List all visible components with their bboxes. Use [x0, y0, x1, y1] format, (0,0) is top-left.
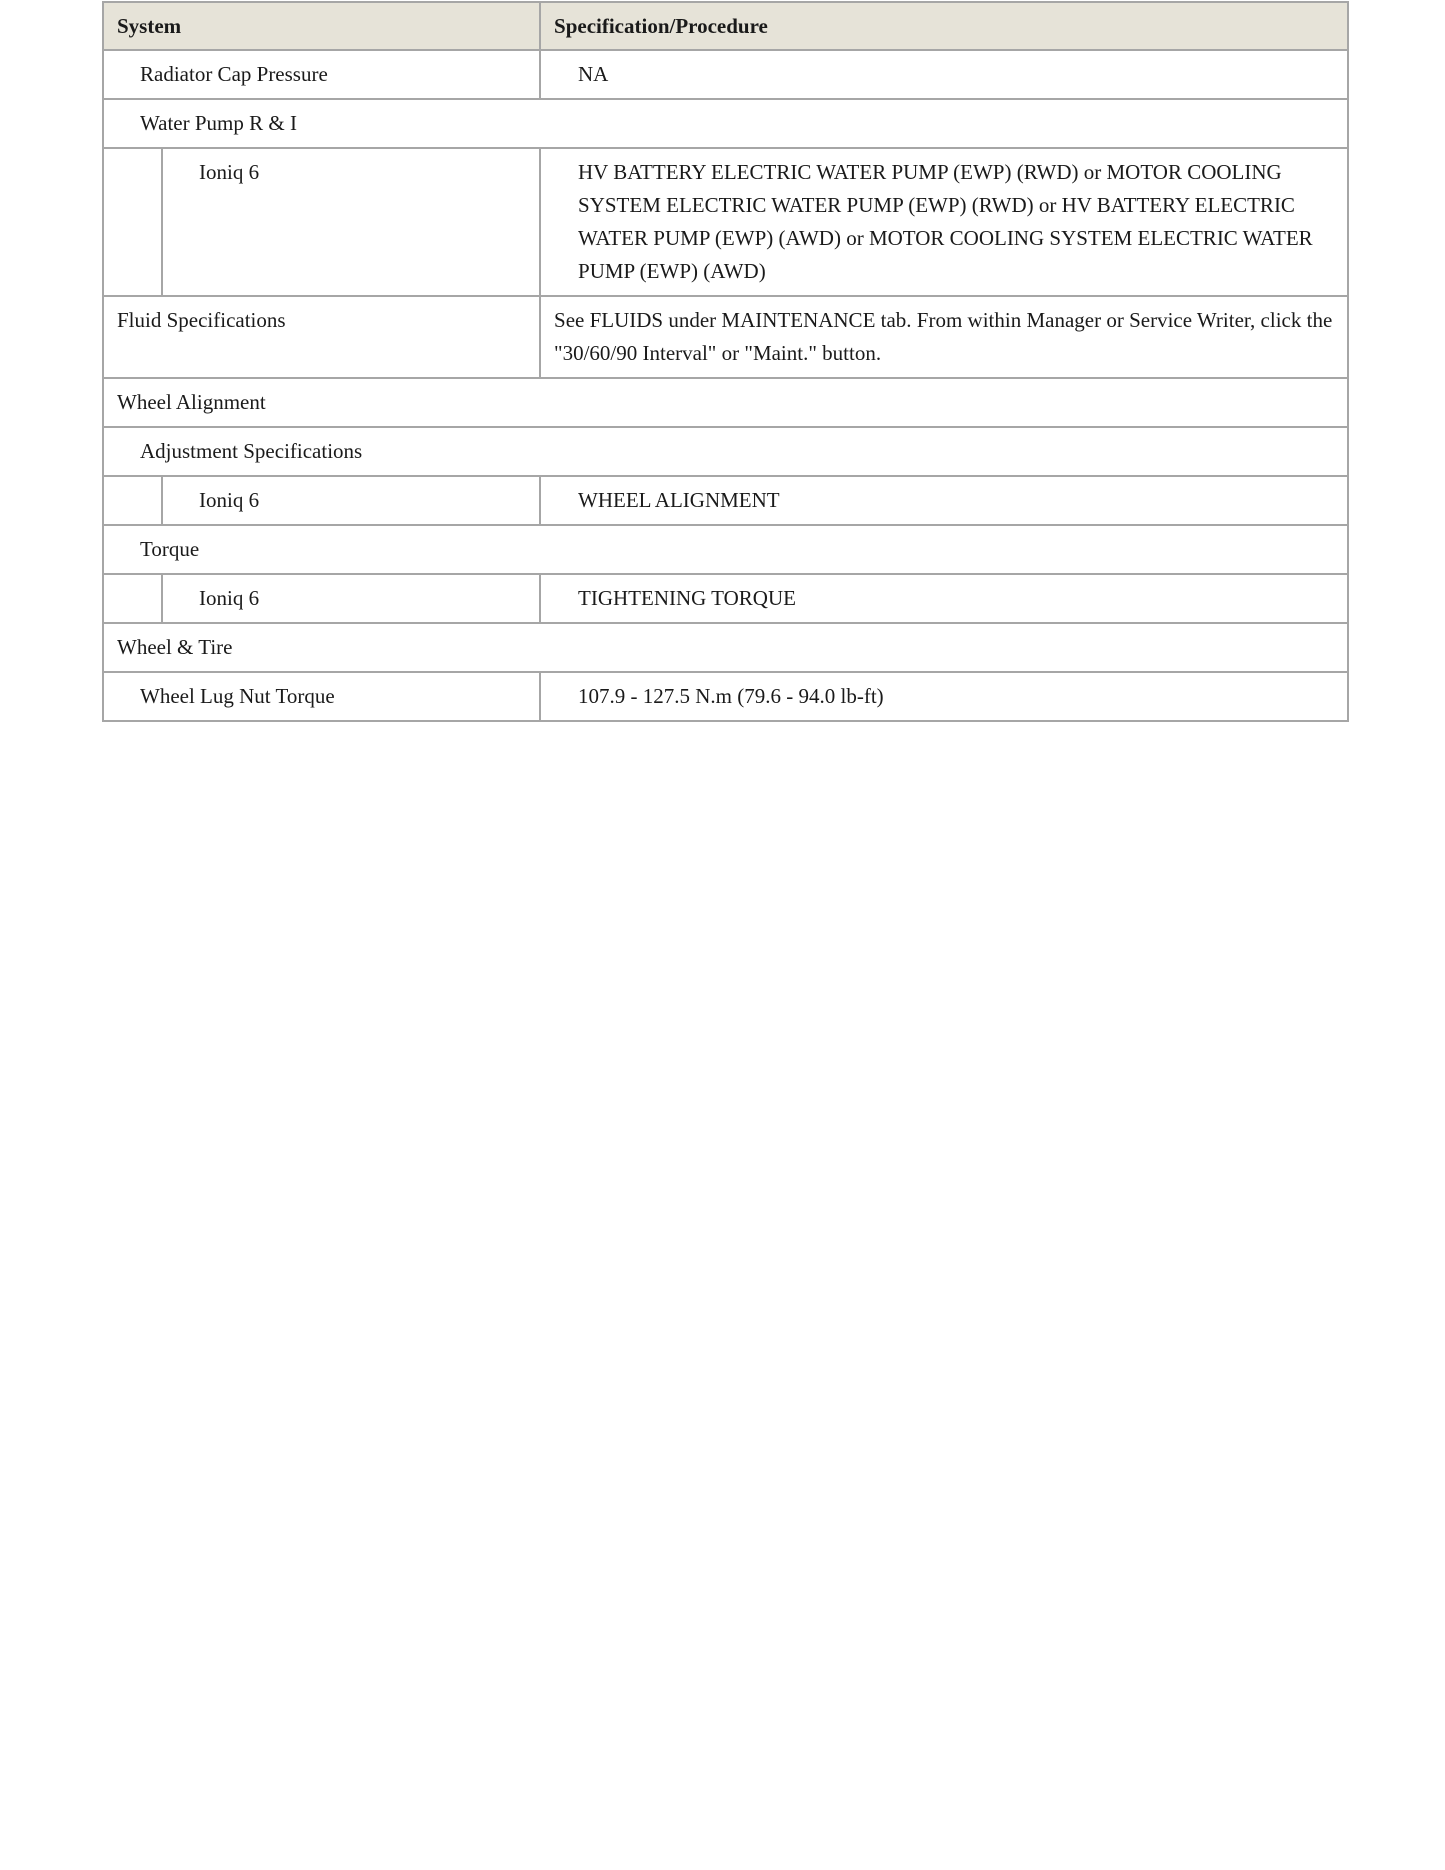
- system-group-cell: Torque: [103, 525, 1348, 574]
- spec-cell: TIGHTENING TORQUE: [540, 574, 1348, 623]
- indent-spacer: [103, 574, 162, 623]
- table-row: [103, 672, 1348, 721]
- spec-cell: 107.9 - 127.5 N.m (79.6 - 94.0 lb-ft): [540, 672, 1348, 721]
- spec-cell: WHEEL ALIGNMENT: [540, 476, 1348, 525]
- indent-spacer: [103, 476, 162, 525]
- header-specification: Specification/Procedure: [540, 2, 1348, 50]
- header-system: System: [103, 2, 540, 50]
- table-row: [103, 99, 1348, 148]
- system-cell: Wheel Lug Nut Torque: [103, 672, 540, 721]
- system-cell: Fluid Specifications: [103, 296, 540, 378]
- system-cell: Ioniq 6: [162, 476, 540, 525]
- spec-cell: NA: [540, 50, 1348, 99]
- spec-cell: HV BATTERY ELECTRIC WATER PUMP (EWP) (RWD) or MOTOR COOLING SYSTEM ELECTRIC WATER PUMP (EWP) (RWD) or HV BATTERY ELECTRIC WATER PUMP (EWP) (AWD) or MOTOR COOLING SYSTEM ELECTRIC WATER PUMP (EWP) (AWD): [540, 148, 1348, 296]
- table-row: [103, 148, 1348, 296]
- system-cell: Radiator Cap Pressure: [103, 50, 540, 99]
- system-group-cell: Adjustment Specifications: [103, 427, 1348, 476]
- table-row: [103, 427, 1348, 476]
- table-row: [103, 623, 1348, 672]
- system-group-cell: Wheel Alignment: [103, 378, 1348, 427]
- table-row: [103, 525, 1348, 574]
- system-group-cell: Wheel & Tire: [103, 623, 1348, 672]
- table-row: [103, 378, 1348, 427]
- table-row: [103, 296, 1348, 378]
- table-row: [103, 574, 1348, 623]
- specification-table: [102, 1, 1349, 722]
- table-row: [103, 476, 1348, 525]
- system-cell: Ioniq 6: [162, 148, 540, 296]
- table-row: [103, 50, 1348, 99]
- system-cell: Ioniq 6: [162, 574, 540, 623]
- indent-spacer: [103, 148, 162, 296]
- spec-cell: See FLUIDS under MAINTENANCE tab. From within Manager or Service Writer, click the "30/60/90 Interval" or "Maint." button.: [540, 296, 1348, 378]
- table-header-row: [103, 2, 1348, 50]
- system-group-cell: Water Pump R & I: [103, 99, 1348, 148]
